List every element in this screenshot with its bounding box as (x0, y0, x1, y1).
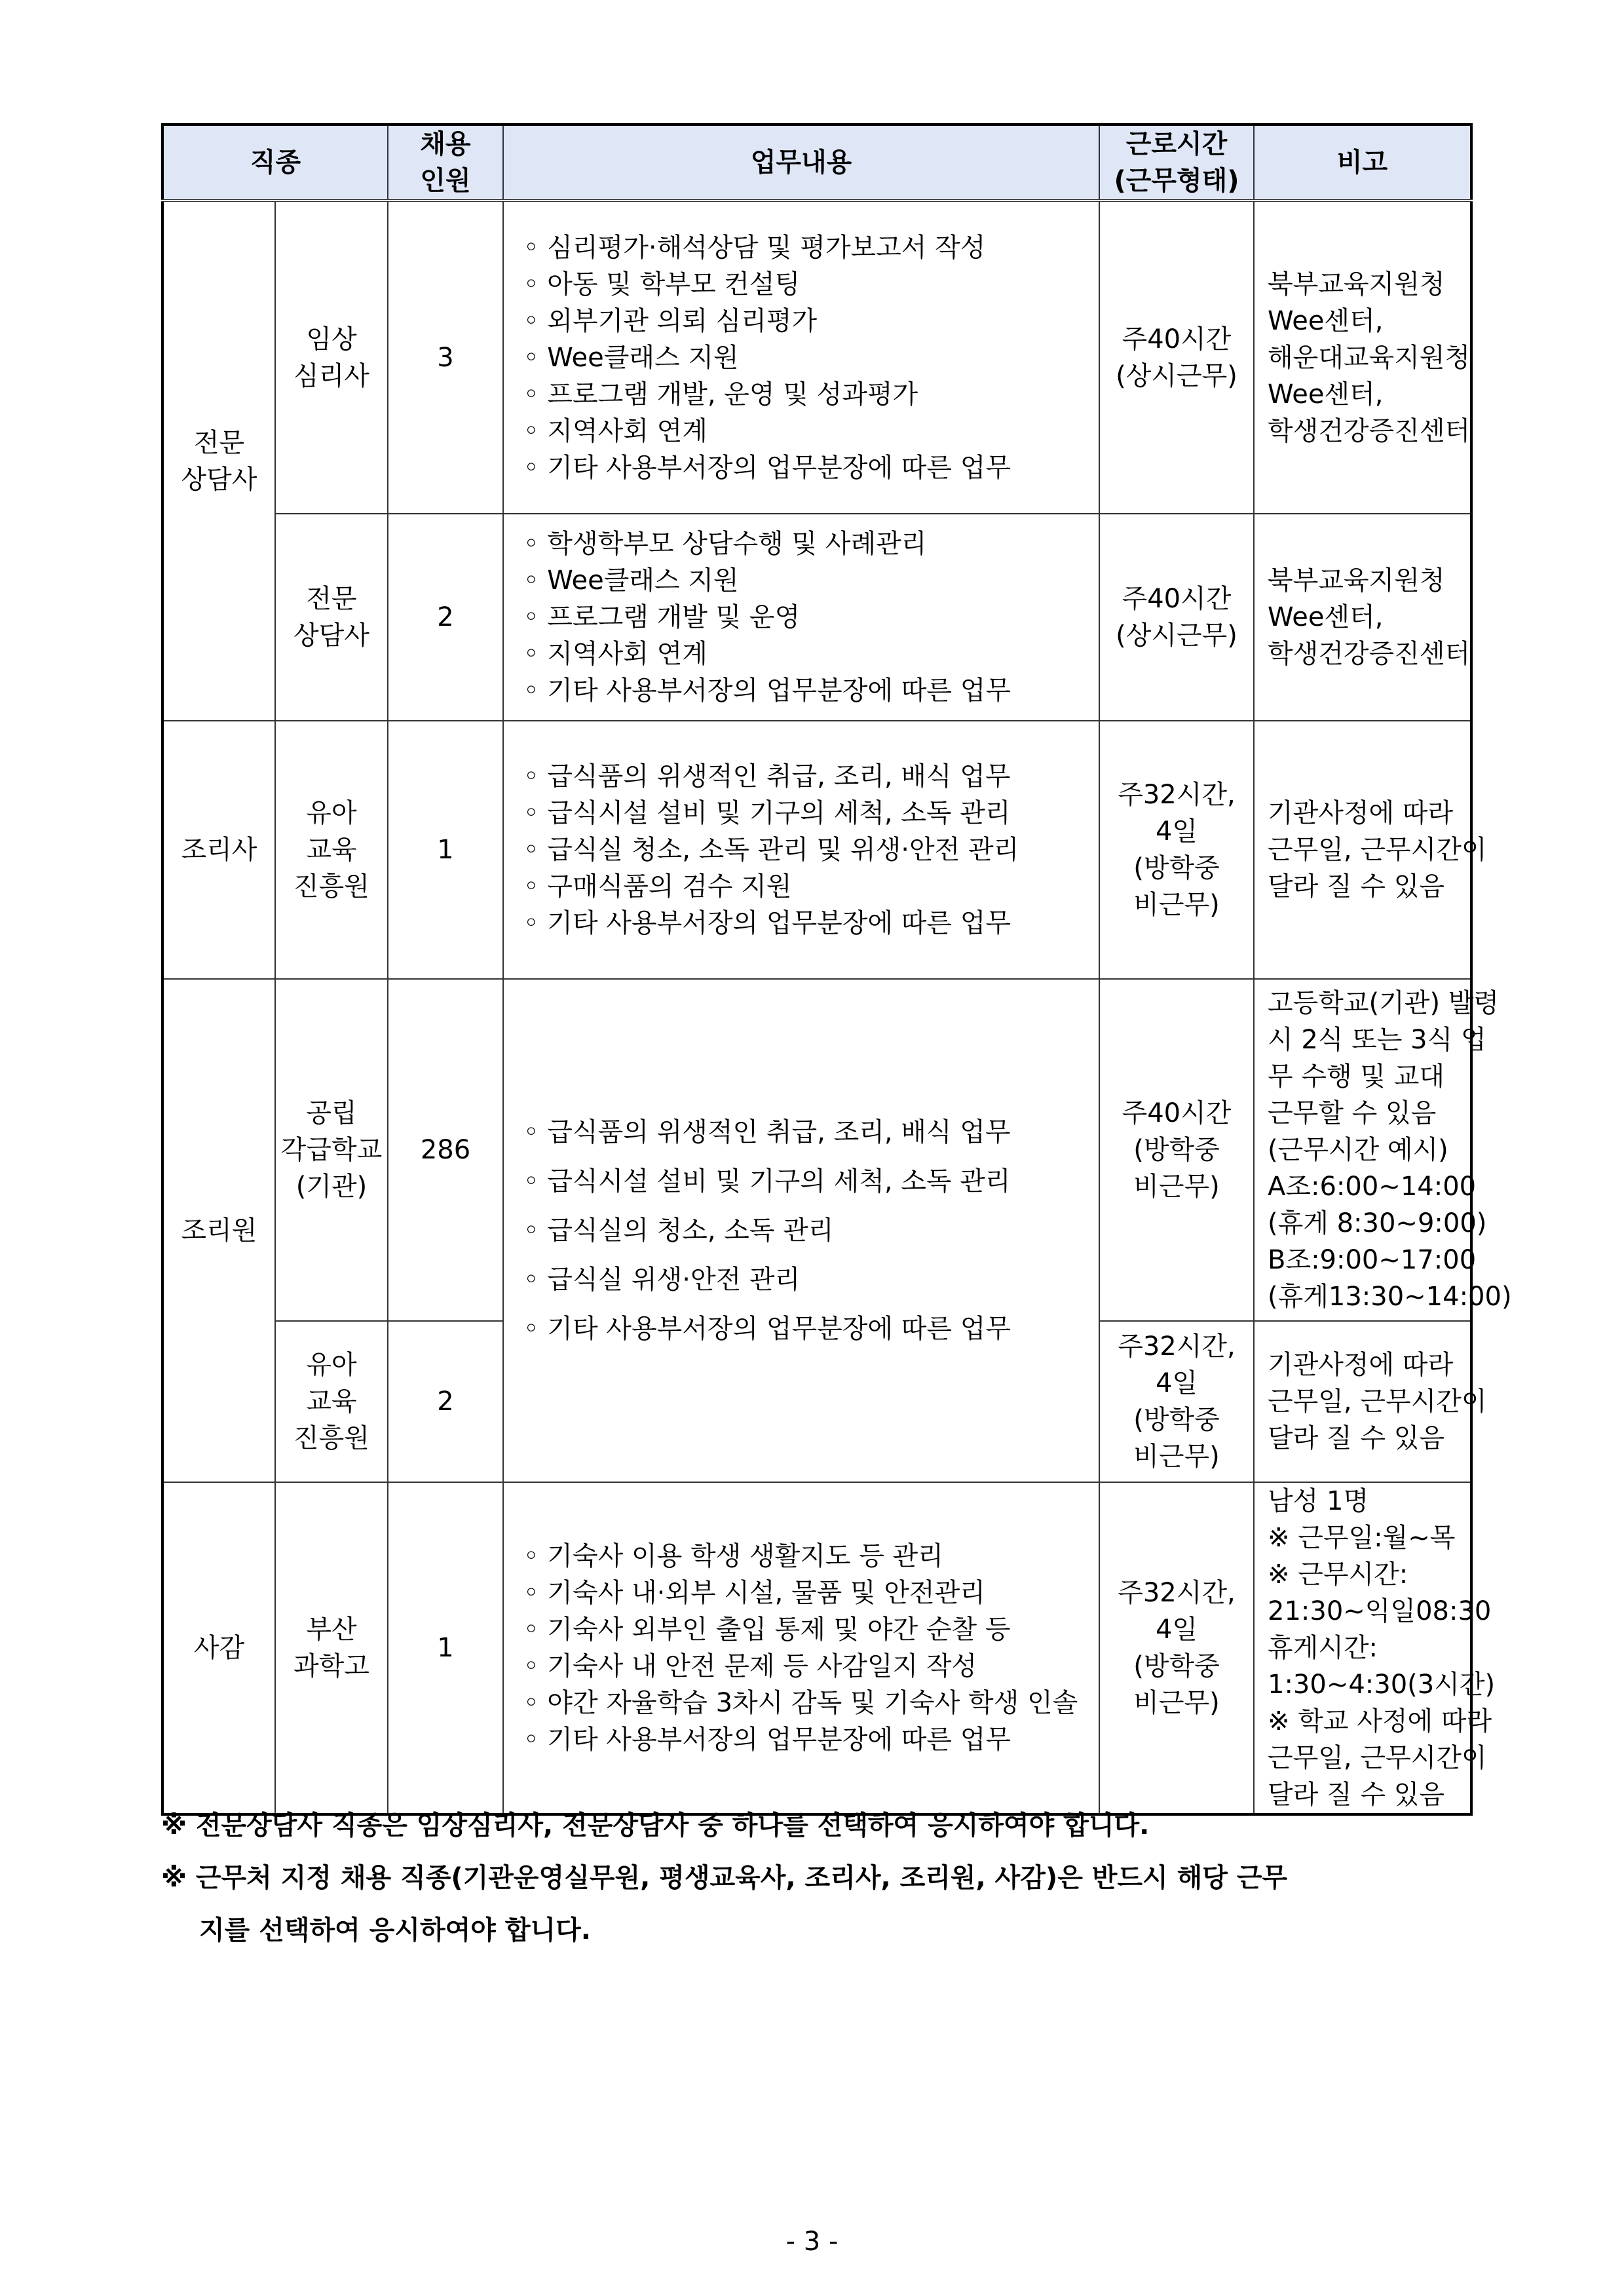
remark-line: 1:30~4:30(3시간) (1268, 1670, 1496, 1700)
header-count-line: 채용 (420, 129, 471, 159)
count-cell: 1 (388, 1482, 503, 1814)
subtype-line: 교육 (306, 835, 357, 865)
footnote: 지를 선택하여 응시하여야 합니다. (199, 1915, 591, 1945)
remark-line: ※ 근무일:월~목 (1268, 1523, 1456, 1553)
remark-line: 해운대교육지원청 (1268, 342, 1471, 373)
header-count (388, 124, 503, 201)
group-counselor (162, 201, 275, 721)
header-remarks: 비고 (1254, 124, 1471, 201)
table-row (162, 514, 1471, 721)
subtype-line: (기관) (295, 1172, 368, 1202)
remark-line: 근무일, 근무시간이 (1268, 1743, 1487, 1773)
remark-line: 북부교육지원청 (1268, 565, 1445, 596)
hours-line: 주40시간 (1122, 584, 1232, 614)
group-label-line: 전문 (193, 427, 245, 458)
header-job-type: 직종 (162, 124, 388, 201)
hours-cell (1099, 1482, 1254, 1814)
count-cell: 3 (388, 201, 503, 514)
hours-line: 4일 (1155, 1368, 1198, 1398)
subtype-line: 과학고 (293, 1651, 369, 1681)
group-dorm-supervisor: 사감 (162, 1482, 275, 1814)
count-cell: 1 (388, 721, 503, 979)
remark-line: 달라 질 수 있음 (1268, 1780, 1445, 1810)
job-table (161, 123, 1512, 1816)
hours-line: 주32시간, (1118, 1578, 1236, 1608)
duty-item: ◦ 기타 사용부서장의 업무분장에 따른 업무 (523, 452, 1011, 483)
hours-line: (방학중 (1133, 1135, 1220, 1165)
group-label-line: 상담사 (181, 464, 257, 495)
remark-line: (근무시간 예시) (1268, 1135, 1448, 1165)
remark-line: 달라 질 수 있음 (1268, 871, 1445, 902)
remark-line: Wee센터, (1268, 305, 1384, 336)
hours-line: 주32시간, (1118, 780, 1236, 810)
remark-line: 달라 질 수 있음 (1268, 1423, 1445, 1453)
remark-line: 근무일, 근무시간이 (1268, 1387, 1487, 1417)
duty-item: ◦ 급식시설 설비 및 기구의 세척, 소독 관리 (523, 798, 1011, 828)
subtype-cell (275, 1321, 388, 1482)
remark-line: 근무할 수 있음 (1268, 1098, 1437, 1128)
subtype-line: 심리사 (293, 360, 369, 391)
subtype-line: 부산 (306, 1615, 357, 1645)
remarks-cell (1254, 979, 1512, 1321)
remark-line: 학생건강증진센터 (1268, 639, 1471, 669)
duties-cell (503, 1482, 1099, 1814)
duty-item: ◦ 아동 및 학부모 컨설팅 (523, 269, 801, 299)
table-header-row (162, 124, 1471, 201)
remark-line: 무 수행 및 교대 (1268, 1062, 1445, 1092)
duties-cell (503, 721, 1099, 979)
subtype-cell (275, 721, 388, 979)
header-hours-line: 근로시간 (1125, 129, 1228, 159)
subtype-cell (275, 514, 388, 721)
duty-item: ◦ Wee클래스 지원 (523, 342, 739, 373)
subtype-line: 전문 (306, 584, 357, 614)
duty-item: ◦ 야간 자율학습 3차시 감독 및 기숙사 학생 인솔 (523, 1688, 1078, 1718)
remark-line: 학생건강증진센터 (1268, 415, 1471, 446)
hours-line: (상시근무) (1116, 621, 1237, 651)
hours-line: 비근무) (1133, 890, 1220, 920)
header-duties: 업무내용 (503, 124, 1099, 201)
remark-line: 기관사정에 따라 (1268, 1350, 1454, 1380)
duty-item: ◦ 기타 사용부서장의 업무분장에 따른 업무 (523, 1725, 1011, 1755)
remark-line: 근무일, 근무시간이 (1268, 835, 1487, 865)
remarks-cell (1254, 1321, 1487, 1482)
duty-item: ◦ 급식실의 청소, 소독 관리 (523, 1215, 834, 1246)
count-cell: 286 (388, 979, 503, 1321)
remark-line: 북부교육지원청 (1268, 269, 1445, 299)
hours-cell (1099, 1321, 1254, 1482)
subtype-line: 임상 (306, 324, 357, 354)
remarks-cell (1254, 721, 1487, 979)
duty-item: ◦ 기숙사 내·외부 시설, 물품 및 안전관리 (523, 1578, 985, 1608)
duty-item: ◦ 기숙사 이용 학생 생활지도 등 관리 (523, 1541, 943, 1571)
table-row (162, 201, 1471, 514)
hours-line: 주32시간, (1118, 1331, 1236, 1362)
count-cell: 2 (388, 1321, 503, 1482)
remark-line: 남성 1명 (1268, 1486, 1369, 1516)
remark-line: A조:6:00~14:00 (1268, 1172, 1477, 1202)
duties-cell (503, 514, 1099, 721)
hours-cell (1099, 514, 1254, 721)
hours-line: (방학중 (1133, 853, 1220, 883)
subtype-cell (275, 979, 388, 1321)
remark-line: (휴게 8:30~9:00) (1268, 1208, 1487, 1238)
duty-item: ◦ Wee클래스 지원 (523, 565, 739, 596)
footnote: ※ 근무처 지정 채용 직종(기관운영실무원, 평생교육사, 조리사, 조리원, 사감)은 반드시 해당 근무 (161, 1863, 1288, 1893)
remark-line: 휴게시간: (1268, 1633, 1378, 1663)
hours-line: 4일 (1155, 816, 1198, 847)
remark-line: ※ 학교 사정에 따라 (1268, 1706, 1492, 1736)
hours-line: (방학중 (1133, 1651, 1220, 1681)
remarks-cell (1254, 1482, 1496, 1814)
remark-line: B조:9:00~17:00 (1268, 1245, 1477, 1275)
duty-item: ◦ 기숙사 내 안전 문제 등 사감일지 작성 (523, 1651, 977, 1681)
duty-item: ◦ 급식품의 위생적인 취급, 조리, 배식 업무 (523, 761, 1011, 792)
duty-item: ◦ 급식실 청소, 소독 관리 및 위생·안전 관리 (523, 835, 1019, 865)
header-hours (1099, 124, 1254, 201)
remark-line: Wee센터, (1268, 379, 1384, 410)
subtype-line: 유아 (306, 798, 357, 828)
subtype-cell (275, 1482, 388, 1814)
duty-item: ◦ 프로그램 개발 및 운영 (523, 602, 801, 632)
duty-item: ◦ 프로그램 개발, 운영 및 성과평가 (523, 379, 918, 410)
hours-line: 주40시간 (1122, 1098, 1232, 1128)
subtype-line: 교육 (306, 1387, 357, 1417)
remark-line: 21:30~익일08:30 (1268, 1596, 1492, 1626)
page-number: - 3 - (785, 2227, 839, 2257)
duty-item: ◦ 심리평가·해석상담 및 평가보고서 작성 (523, 232, 986, 263)
header-hours-line: (근무형태) (1114, 166, 1239, 196)
duty-item: ◦ 기타 사용부서장의 업무분장에 따른 업무 (523, 676, 1011, 706)
remark-line: ※ 근무시간: (1268, 1559, 1408, 1590)
duties-cell (503, 979, 1099, 1482)
remark-line: Wee센터, (1268, 602, 1384, 632)
hours-cell (1099, 201, 1254, 514)
subtype-line: 유아 (306, 1350, 357, 1380)
hours-cell (1099, 979, 1254, 1321)
group-cook-assistant: 조리원 (162, 979, 275, 1482)
remarks-cell (1254, 201, 1471, 514)
duty-item: ◦ 기타 사용부서장의 업무분장에 따른 업무 (523, 908, 1011, 938)
duty-item: ◦ 기숙사 외부인 출입 통제 및 야간 순찰 등 (523, 1615, 1011, 1645)
hours-line: 4일 (1155, 1615, 1198, 1645)
footnote: ※ 전문상담사 직종은 임상심리사, 전문상담사 중 하나를 선택하여 응시하여야 합니다. (161, 1810, 1150, 1841)
remark-line: 시 2식 또는 3식 업 (1268, 1025, 1486, 1055)
hours-line: 비근무) (1133, 1688, 1220, 1718)
duty-item: ◦ 구매식품의 검수 지원 (523, 871, 792, 902)
hours-line: (방학중 (1133, 1405, 1220, 1435)
count-cell: 2 (388, 514, 503, 721)
remark-line: 고등학교(기관) 발령 (1268, 988, 1500, 1018)
subtype-line: 각급학교 (280, 1135, 383, 1165)
duty-item: ◦ 지역사회 연계 (523, 415, 708, 446)
duty-item: ◦ 외부기관 의뢰 심리평가 (523, 305, 818, 336)
duty-item: ◦ 급식품의 위생적인 취급, 조리, 배식 업무 (523, 1117, 1011, 1147)
group-cook: 조리사 (162, 721, 275, 979)
subtype-line: 공립 (306, 1098, 357, 1128)
hours-line: 주40시간 (1122, 324, 1232, 354)
duties-cell (503, 201, 1099, 514)
subtype-line: 상담사 (293, 621, 369, 651)
hours-cell (1099, 721, 1254, 979)
duty-item: ◦ 지역사회 연계 (523, 639, 708, 669)
table-row (162, 721, 1471, 979)
table-row (162, 979, 1471, 1321)
duty-list-spaced (523, 1108, 1086, 1354)
duty-item: ◦ 급식실 위생·안전 관리 (523, 1264, 801, 1295)
remark-line: 기관사정에 따라 (1268, 798, 1454, 828)
duty-item: ◦ 학생학부모 상담수행 및 사례관리 (523, 529, 927, 559)
duty-item: ◦ 기타 사용부서장의 업무분장에 따른 업무 (523, 1313, 1011, 1344)
remarks-cell (1254, 514, 1471, 721)
hours-line: 비근무) (1133, 1172, 1220, 1202)
hours-line: (상시근무) (1116, 360, 1237, 391)
subtype-line: 진흥원 (293, 871, 369, 902)
remark-line: (휴게13:30~14:00) (1268, 1282, 1512, 1312)
subtype-cell (275, 201, 388, 514)
duty-item: ◦ 급식시설 설비 및 기구의 세척, 소독 관리 (523, 1166, 1011, 1196)
table-row (162, 1482, 1471, 1814)
hours-line: 비근무) (1133, 1442, 1220, 1472)
subtype-line: 진흥원 (293, 1423, 369, 1453)
header-count-line: 인원 (420, 166, 471, 196)
